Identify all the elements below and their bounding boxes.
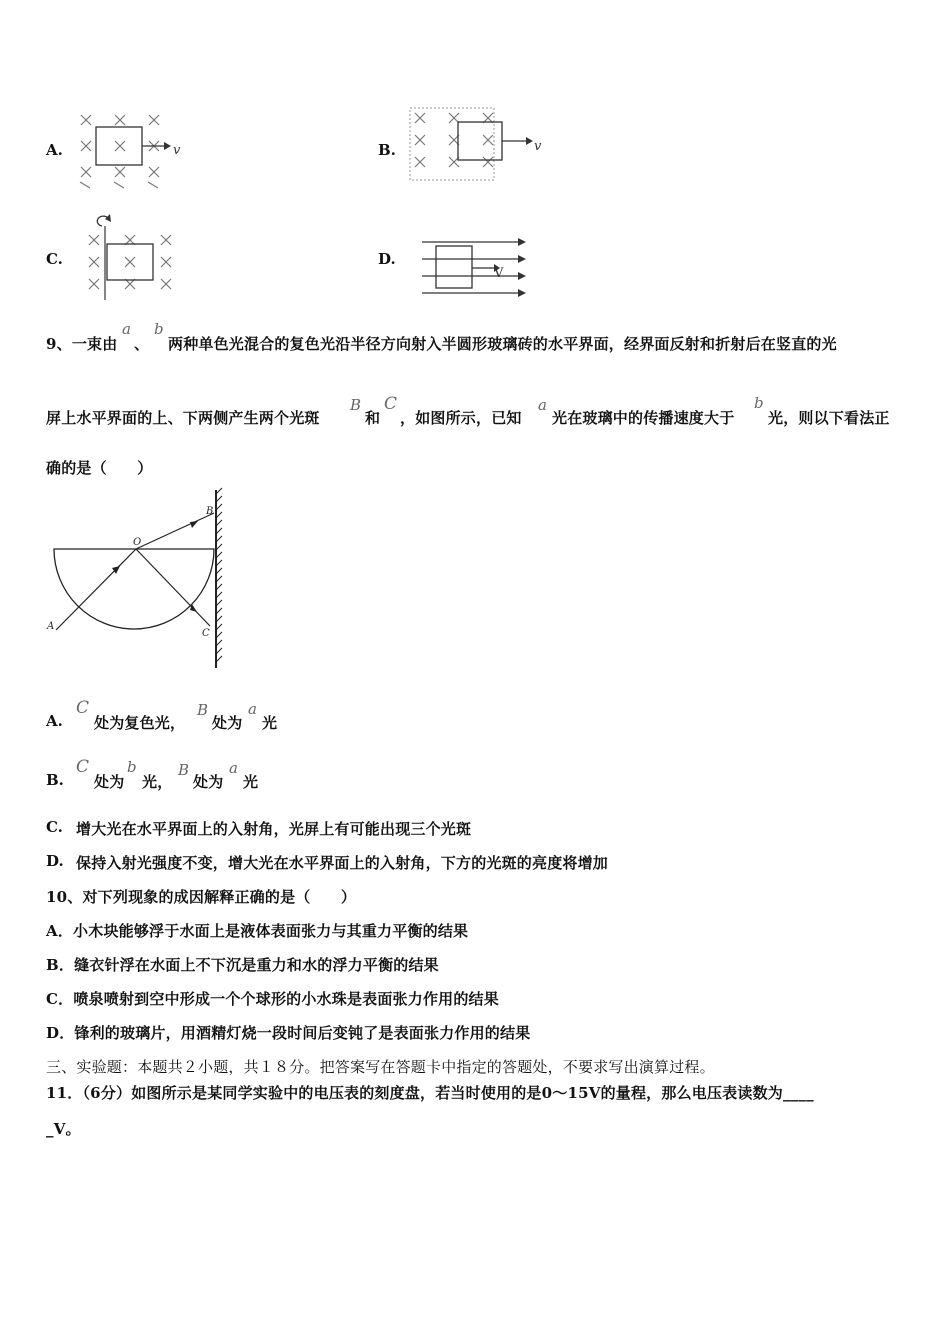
rotation-arrow [97,216,108,226]
incident-ray [56,549,136,630]
q10-stem: 10、对下列现象的成因解释正确的是（ ） [46,888,357,906]
point-B: B [206,506,214,517]
q9-option-c-label: C. [46,818,63,836]
q9-stem-part: 、 [134,335,150,353]
q8-option-c-figure [86,212,182,302]
q9-stem-part: 光在玻璃中的传播速度大于 [552,409,735,427]
refracted-ray [136,513,214,549]
q10-option-c: C．喷泉喷射到空中形成一个个球形的小水珠是表面张力作用的结果 [46,990,499,1008]
q9-option-b-label: B. [46,771,64,789]
q9-stem-part: 光，则以下看法正 [768,409,890,427]
reflected-ray [136,549,210,626]
field-boundary [410,108,494,180]
q10-option-d: D．锋利的玻璃片，用酒精灯烧一段时间后变钝了是表面张力作用的结果 [46,1024,531,1042]
var-B: B [197,701,209,719]
var-a: a [248,700,257,718]
q9-option-b-text: 处为 [193,773,224,791]
magnetic-field-crosses [89,235,171,289]
q9-option-a-text: 处为 [212,714,243,732]
var-B: B [350,396,362,414]
section-3-heading: 三、实验题：本题共２小题，共１８分。把答案写在答题卡中指定的答题处，不要求写出演算过程。 [46,1058,715,1076]
var-b: b [127,758,137,776]
wire-loop [436,246,472,288]
q9-stem-part: 两种单色光混合的复色光沿半径方向射入半圆形玻璃砖的水平界面，经界面反射和折射后在竖直的光 [168,335,837,353]
q9-stem-part: 9、一束由 [46,335,118,353]
var-C: C [384,394,398,414]
q8-option-b-label: B. [378,141,396,159]
var-a: a [122,320,131,338]
wire-loop [96,127,142,165]
q11-text: _V。 [46,1120,81,1138]
q9-option-b-text: 光 [243,773,259,791]
q9-stem-part: ，如图所示，已知 [400,409,522,427]
var-C: C [76,698,90,718]
q9-option-b-text: 光， [142,773,173,791]
velocity-arrow [164,142,171,150]
var-b: b [754,394,764,412]
velocity-label: v [534,139,542,154]
q9-stem-part: 和 [365,409,381,427]
magnetic-field-crosses [80,115,159,188]
var-B: B [178,761,190,779]
var-a: a [538,396,547,414]
point-C: C [202,628,210,639]
q9-figure [40,488,240,670]
semicircle-glass [54,549,214,629]
q9-option-d-text: 保持入射光强度不变，增大光在水平界面上的入射角，下方的光斑的亮度将增加 [76,854,609,872]
q9-option-c-text: 增大光在水平界面上的入射角，光屏上有可能出现三个光斑 [76,820,472,838]
var-a: a [229,759,238,777]
q8-option-d-label: D. [378,250,396,268]
velocity-label: v [173,143,181,158]
q9-stem-part: 确的是（ ） [46,459,153,477]
q8-option-b-figure [408,106,548,186]
q10-option-a: A．小木块能够浮于水面上是液体表面张力与其重力平衡的结果 [46,922,469,940]
velocity-arrow [526,137,533,145]
magnetic-field-crosses [415,113,493,167]
q9-option-b-text: 处为 [94,773,125,791]
q8-option-d-figure [420,234,530,300]
q9-option-d-label: D. [46,852,64,870]
var-b: b [154,320,164,338]
q9-option-a-text: 处为复色光， [94,714,186,732]
point-O: O [133,537,142,548]
velocity-label: V [494,266,504,281]
wire-loop [458,122,502,160]
q9-option-a-label: A. [46,712,63,730]
q11-text: 11．（6分）如图所示是某同学实验中的电压表的刻度盘，若当时使用的是0～15V的量程，那么电压表读数为____ [46,1084,814,1102]
q8-option-c-label: C. [46,250,63,268]
q9-option-a-text: 光 [262,714,278,732]
q10-option-b: B．缝衣针浮在水面上不下沉是重力和水的浮力平衡的结果 [46,956,439,974]
q8-option-a-label: A. [46,141,63,159]
point-A: A [47,621,55,632]
var-C: C [76,757,90,777]
q8-option-a-figure [76,110,186,188]
q9-stem-part: 屏上水平界面的上、下两侧产生两个光斑 [46,409,320,427]
